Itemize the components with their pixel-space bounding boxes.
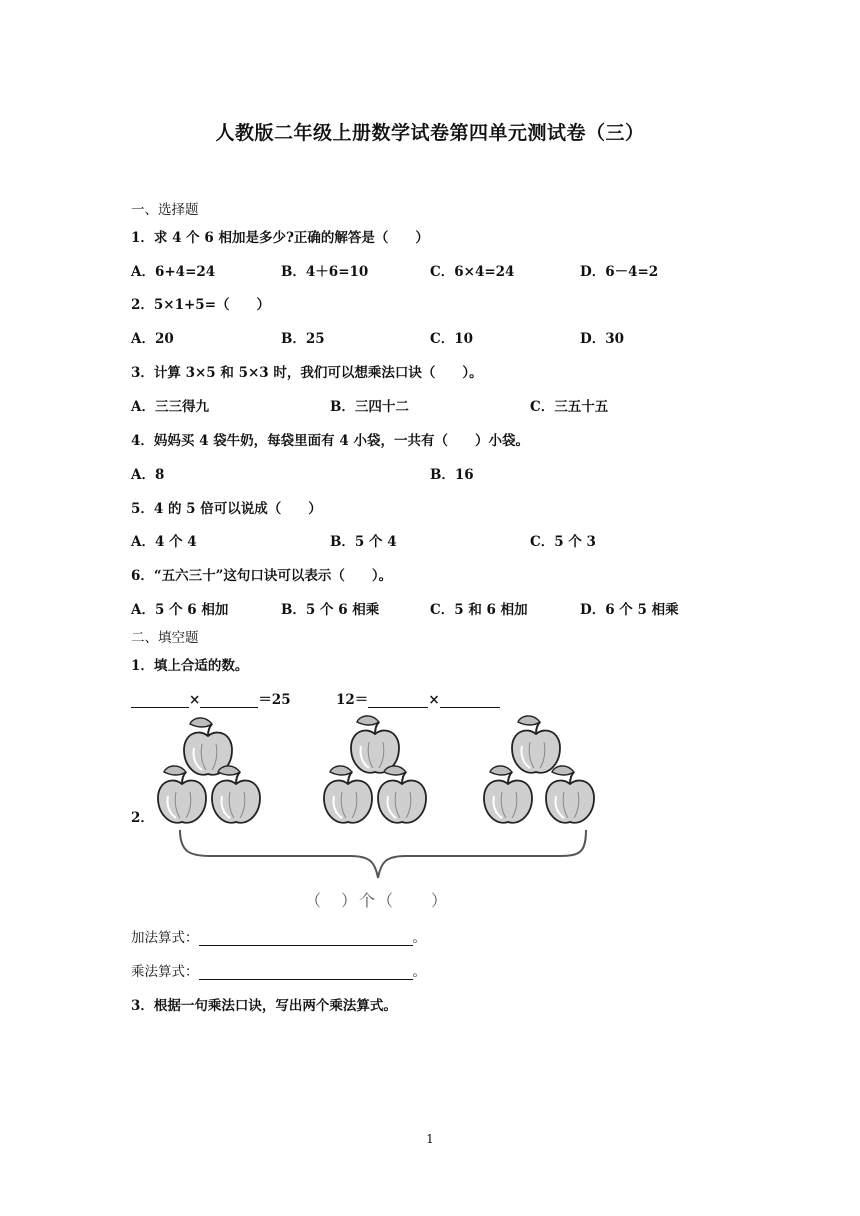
apple-group-1 xyxy=(158,718,260,823)
q2-option-c: C．10 xyxy=(430,331,474,347)
multiplication-blank[interactable] xyxy=(199,965,413,980)
q4-option-b: B．16 xyxy=(430,467,474,483)
section-heading-choice: 一、选择题 xyxy=(131,202,199,218)
q5-option-b: B．5 个 4 xyxy=(330,534,397,550)
q6-option-d: D．6 个 5 相乘 xyxy=(580,602,679,618)
twelve-equals: 12＝ xyxy=(336,692,369,708)
q5-option-c: C．5 个 3 xyxy=(530,534,596,550)
multiplication-label: 乘法算式： xyxy=(131,964,199,980)
blank-factor-1[interactable] xyxy=(131,693,189,708)
times-sign: × xyxy=(189,692,201,708)
q2-option-d: D．30 xyxy=(580,331,624,347)
multiplication-row xyxy=(131,960,426,980)
addition-blank[interactable] xyxy=(199,931,413,946)
q3-option-b: B．三四十二 xyxy=(330,399,409,415)
q1-option-a: A．6+4=24 xyxy=(131,264,216,280)
section-heading-fill: 二、填空题 xyxy=(131,630,199,646)
q6-option-b: B．5 个 6 相乘 xyxy=(281,602,380,618)
apples-caption: （ ）个（ ） xyxy=(305,891,450,910)
blank-factor-2[interactable] xyxy=(200,693,258,708)
addition-row xyxy=(131,926,426,946)
equation-row xyxy=(131,688,500,708)
apple-group-2 xyxy=(324,716,426,823)
fill-question-2-number: 2． xyxy=(131,810,154,826)
q2-option-a: A．20 xyxy=(131,331,174,347)
q3-option-a: A．三三得九 xyxy=(131,399,209,415)
q5-option-a: A．4 个 4 xyxy=(131,534,197,550)
curly-brace xyxy=(180,830,586,878)
blank-factor-3[interactable] xyxy=(368,693,428,708)
multiplication-end: 。 xyxy=(412,964,426,980)
q4-option-a: A．8 xyxy=(131,467,165,483)
fill-question-3: 3．根据一句乘法口诀，写出两个乘法算式。 xyxy=(131,998,397,1014)
page-number: 1 xyxy=(426,1132,434,1146)
q6-option-a: A．5 个 6 相加 xyxy=(131,602,229,618)
q1-option-d: D．6－4=2 xyxy=(580,264,659,280)
apples-illustration xyxy=(150,712,610,912)
addition-end: 。 xyxy=(412,930,426,946)
addition-label: 加法算式： xyxy=(131,930,199,946)
question-2: 2．5×1+5=（ ） xyxy=(131,297,271,313)
question-3: 3．计算 3×5 和 5×3 时，我们可以想乘法口诀（ ）。 xyxy=(131,365,483,381)
q6-option-c: C．5 和 6 相加 xyxy=(430,602,528,618)
times-sign-2: × xyxy=(428,692,440,708)
question-4: 4．妈妈买 4 袋牛奶，每袋里面有 4 小袋，一共有（ ）小袋。 xyxy=(131,433,529,449)
page-title: 人教版二年级上册数学试卷第四单元测试卷（三） xyxy=(215,122,645,144)
fill-question-1: 1．填上合适的数。 xyxy=(131,658,249,674)
q1-option-b: B．4＋6=10 xyxy=(281,264,369,280)
equals-25: ＝25 xyxy=(258,692,291,708)
q1-option-c: C．6×4=24 xyxy=(430,264,515,280)
q3-option-c: C．三五十五 xyxy=(530,399,609,415)
question-1: 1．求 4 个 6 相加是多少?正确的解答是（ ） xyxy=(131,230,429,246)
question-5: 5．4 的 5 倍可以说成（ ） xyxy=(131,501,322,517)
apple-group-3 xyxy=(484,716,594,823)
blank-factor-4[interactable] xyxy=(440,693,500,708)
q2-option-b: B．25 xyxy=(281,331,325,347)
question-6: 6．“五六三十”这句口诀可以表示（ ）。 xyxy=(131,568,393,584)
